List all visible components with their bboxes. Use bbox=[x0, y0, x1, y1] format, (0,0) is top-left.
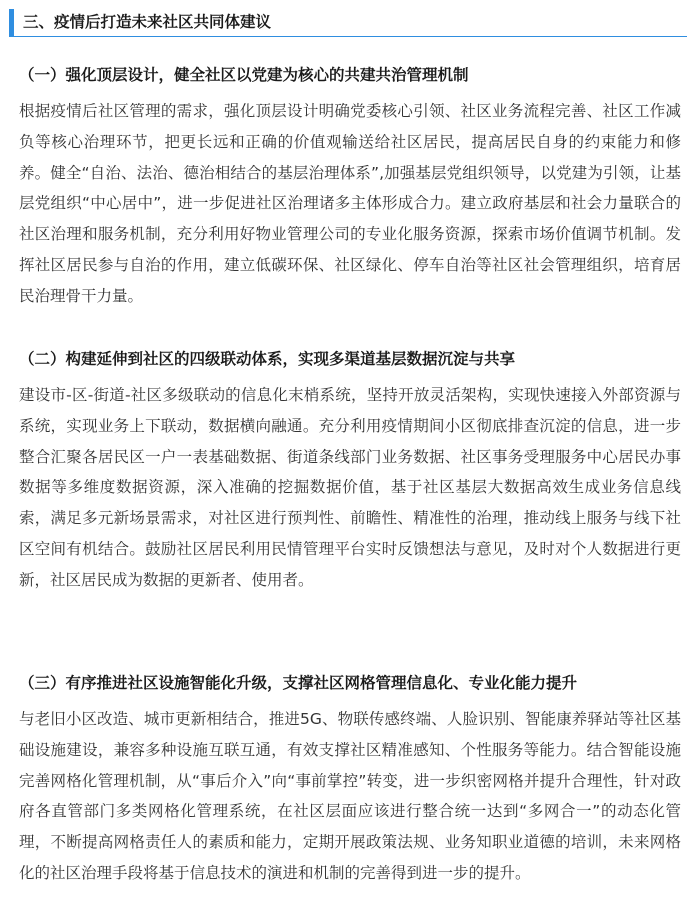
section-title: 三、疫情后打造未来社区共同体建议 bbox=[23, 13, 272, 31]
subsection-paragraph: 与老旧小区改造、城市更新相结合，推进5G、物联传感终端、人脸识别、智能康养驿站等社区基础设施建设，兼容多种设施互联互通，有效支撑社区精准感知、个性服务等能力。结合智能设施完善网格化管理机制，从“事后介入”向“事前掌控”转变，进一步织密网格并提升合理性，针对政府各直管部门多类网格化管理系统，在社区层面应该进行整合统一达到“多网合一”的动态化管理，不断提高网格责任人的素质和能力，定期开展政策法规、业务知职业道德的培训，未来网格化的社区治理手段将基于信息技术的演进和机制的完善得到进一步的提升。 bbox=[19, 710, 681, 882]
subsection-paragraph: 建设市-区-街道-社区多级联动的信息化末梢系统，坚持开放灵活架构，实现快速接入外部资源与系统，实现业务上下联动，数据横向融通。充分利用疫情期间小区彻底排查沉淀的信息，进一步整合汇聚各居民区一户一表基础数据、街道条线部门业务数据、社区事务受理服务中心居民办事数据等多维度数据资源，深入准确的挖掘数据价值，基于社区基层大数据高效生成业务信息线索，满足多元新场景需求，对社区进行预判性、前瞻性、精准性的治理，推动线上服务与线下社区空间有机结合。鼓励社区居民利用民情管理平台实时反馈想法与意见，及时对个人数据进行更新，社区居民成为数据的更新者、使用者。 bbox=[19, 386, 681, 589]
subsection-title: （三）有序推进社区设施智能化升级，支撑社区网格管理信息化、专业化能力提升 bbox=[19, 674, 578, 692]
subsection-paragraph: 根据疫情后社区管理的需求，强化顶层设计明确党委核心引领、社区业务流程完善、社区工作减负等核心治理环节，把更长远和正确的价值观输送给社区居民，提高居民自身的约束能力和修养。健全“自治、法治、德治相结合的基层治理体系”,加强基层党组织领导，以党建为引领，让基层党组织“中心居中”，进一步促进社区治理诸多主体形成合力。建立政府基层和社会力量联合的社区治理和服务机制，充分利用好物业管理公司的专业化服务资源，探索市场价值调节机制。发挥社区居民参与自治的作用，建立低碳环保、社区绿化、停车自治等社区社会管理组织，培育居民治理骨干力量。 bbox=[19, 102, 681, 305]
subsection-title: （一）强化顶层设计，健全社区以党建为核心的共建共治管理机制 bbox=[19, 66, 469, 84]
section-header bbox=[9, 9, 687, 37]
subsection-title: （二）构建延伸到社区的四级联动体系，实现多渠道基层数据沉淀与共享 bbox=[19, 350, 516, 368]
